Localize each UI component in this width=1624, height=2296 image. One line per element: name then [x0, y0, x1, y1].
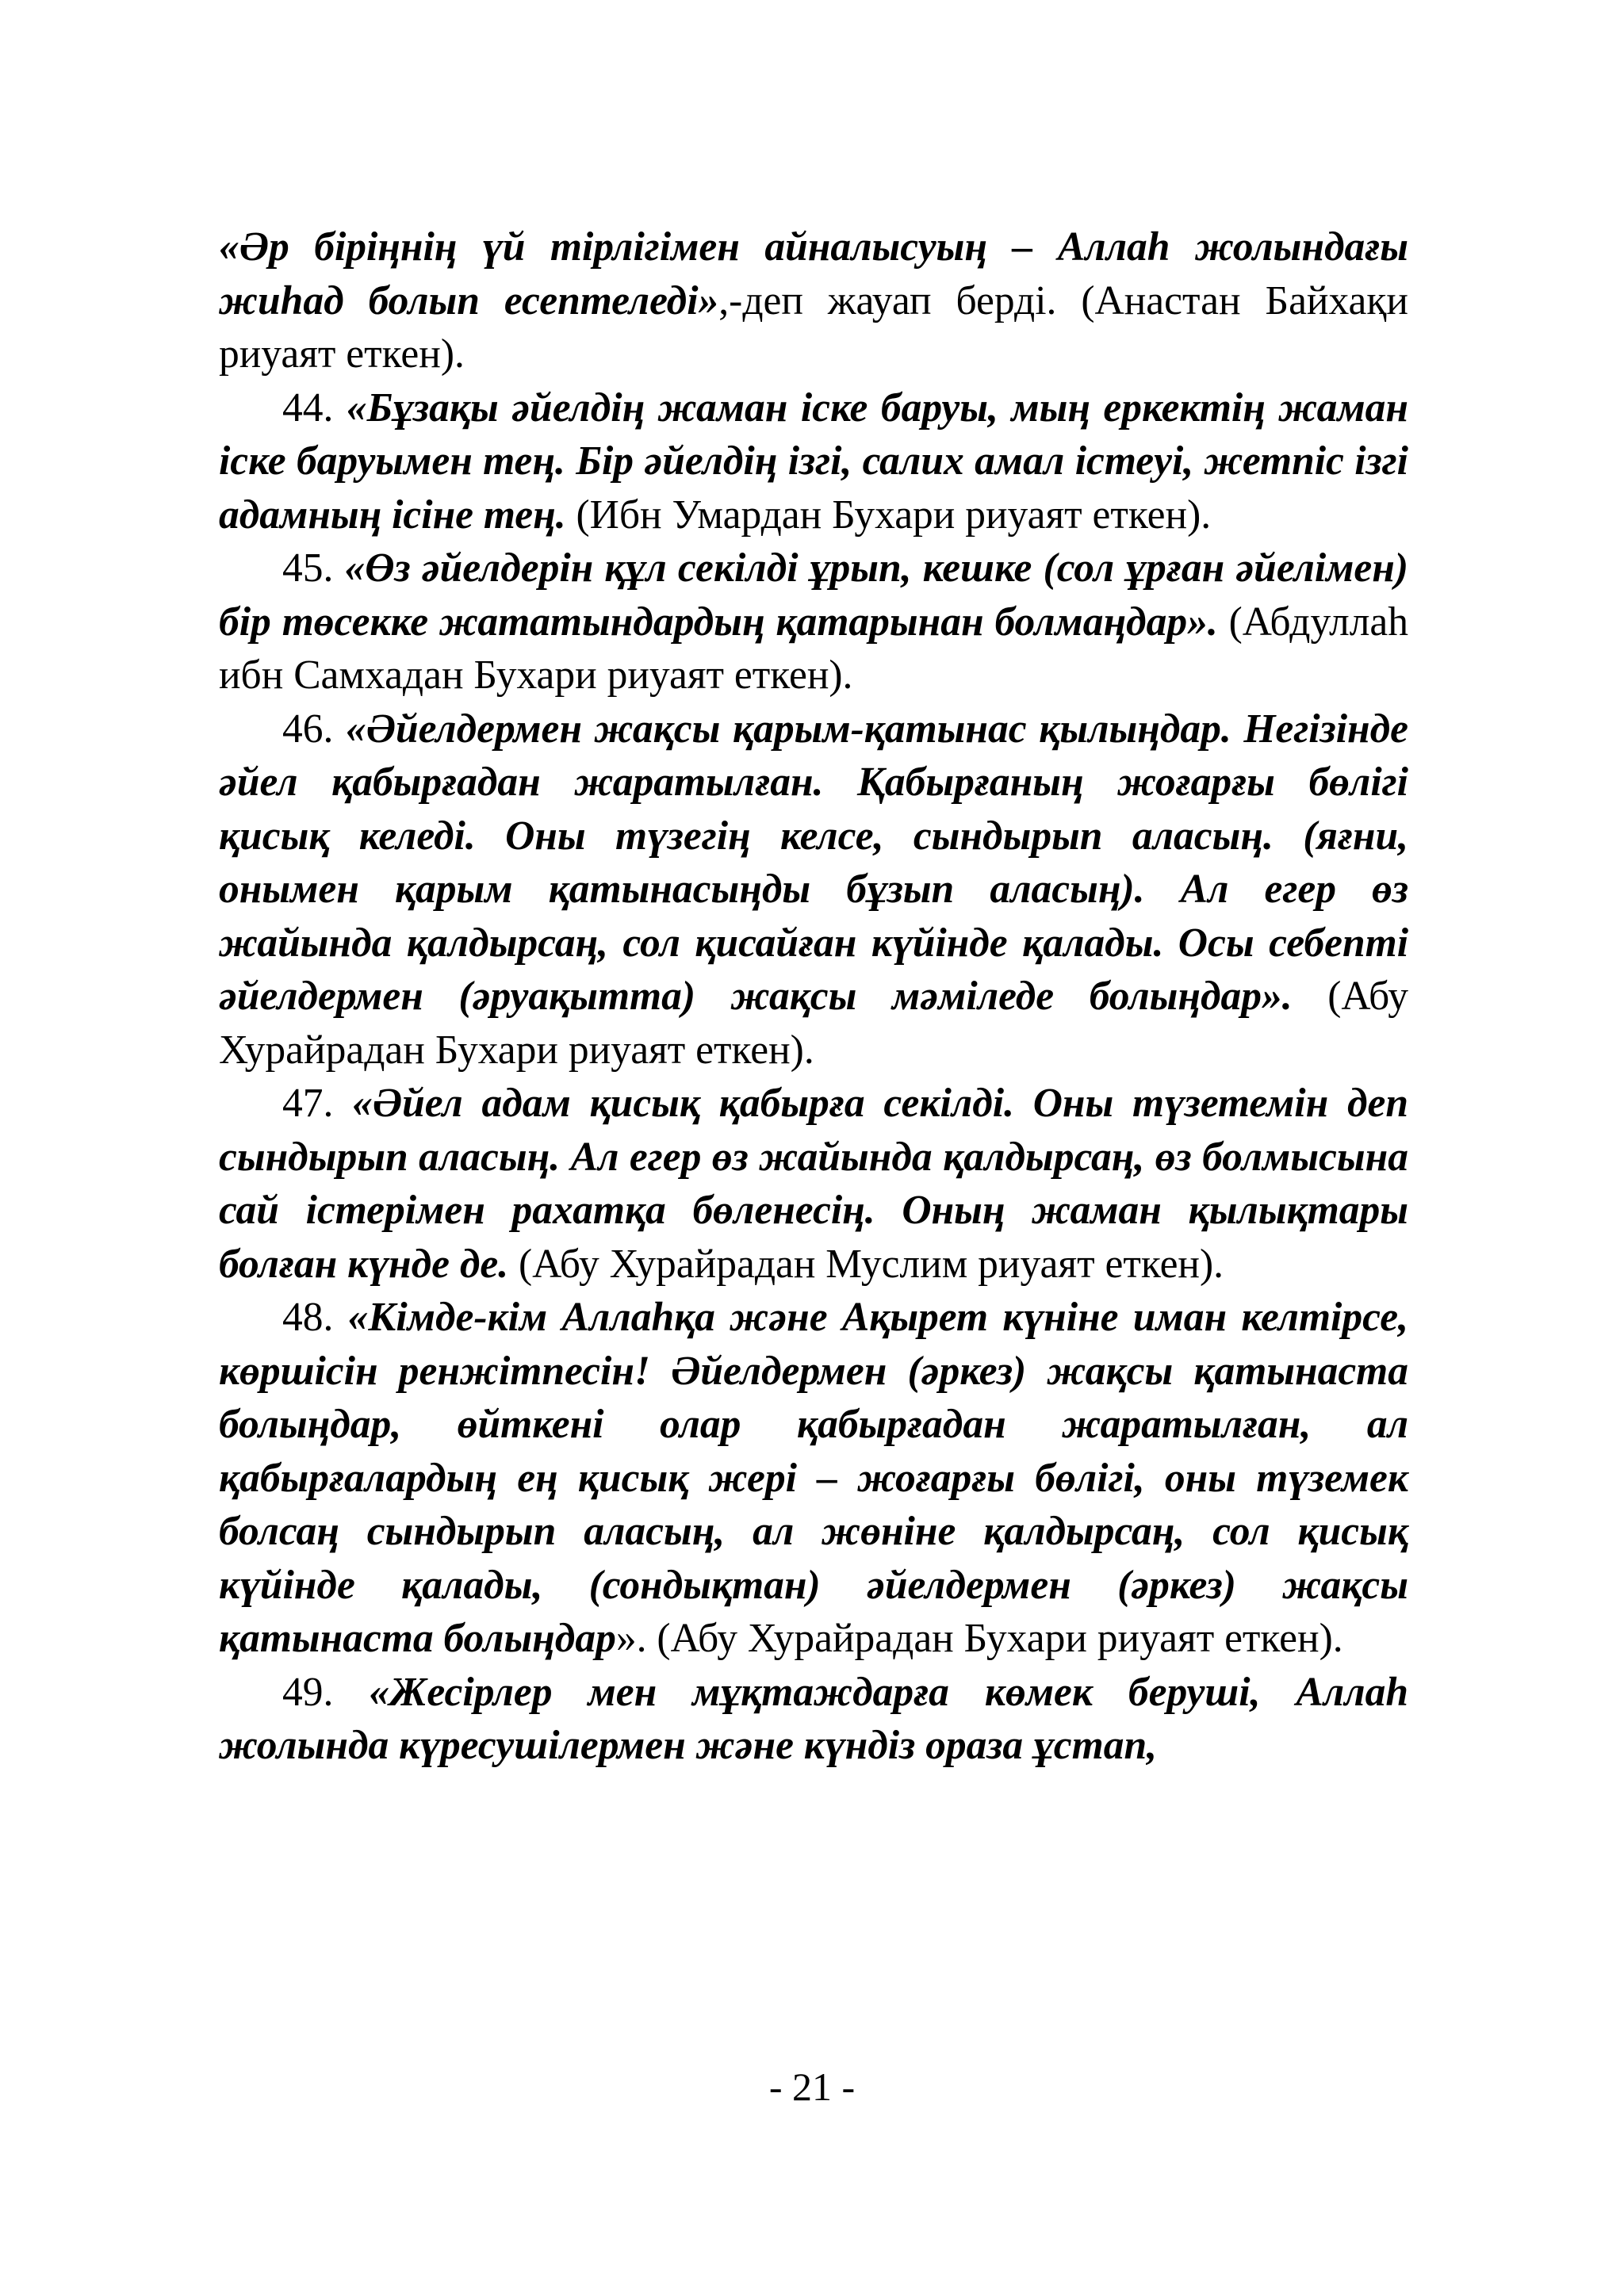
hadith-44 — [219, 381, 1408, 542]
hadith-number: 48. — [282, 1295, 334, 1340]
hadith-quote: «Жесірлер мен мұқтаждарға көмек беруші, Аллаһ жолында күресушілермен және күндіз ораза ұстап, — [219, 1669, 1409, 1768]
hadith-source: (Абу Хурайрадан Муслим риуаят еткен). — [508, 1241, 1224, 1287]
hadith-quote: «Кімде-кім Аллаһқа және Ақырет күніне иман келтірсе, көршісін ренжітпесін! Әйелдермен (әркез) жақсы қатынаста болыңдар, өйткені олар қабырғадан жаратылған, ал қабырғалардың ең қисық жері – жоғарғы бөлігі, оны түземек болсаң сындырып аласың, ал жөніне қалдырсаң, сол қисық күйінде қалады, (сондықтан) әйелдермен (әркез) жақсы қатынаста болыңдар — [219, 1295, 1408, 1661]
hadith-number: 49. — [282, 1669, 334, 1715]
hadith-quote: «Өз әйелдерін құл секілді ұрып, кешке (сол ұрған әйелімен) бір төсекке жататындардың қатарынан болмаңдар». — [219, 545, 1409, 645]
page-number: - 21 - — [768, 2064, 856, 2109]
hadith-quote: «Әйелдермен жақсы қарым-қатынас қылыңдар. Негізінде әйел қабырғадан жаратылған. Қабырғаның жоғарғы бөлігі қисық келеді. Оны түзегің келсе, сындырып аласың. (яғни, онымен қарым қатынасыңды бұзып аласың). Ал егер өз жайында қалдырсаң, сол қисайған күйінде қалады. Осы себепті әйелдермен (әруақытта) жақсы мәміледе болыңдар». — [219, 706, 1409, 1019]
hadith-number: 45. — [282, 545, 334, 591]
hadith-45 — [219, 541, 1408, 702]
hadith-47 — [219, 1077, 1408, 1291]
hadith-source: (Абдуллаһ ибн Самхадан Бухари риуаят еткен). — [219, 599, 1408, 698]
hadith-number: 46. — [282, 706, 334, 752]
hadith-number: 44. — [282, 385, 334, 430]
hadith-source: ,-деп жауап берді. (Анастан Байхақи риуаят еткен). — [219, 277, 1408, 377]
hadith-source: ». (Абу Хурайрадан Бухари риуаят еткен). — [615, 1616, 1343, 1661]
page-body-text — [219, 220, 1408, 1773]
hadith-46 — [219, 702, 1408, 1077]
paragraph-continuation — [219, 220, 1408, 381]
hadith-source: (Ибн Умардан Бухари риуаят еткен). — [565, 492, 1212, 538]
hadith-49 — [219, 1666, 1408, 1773]
hadith-quote: «Әр біріңнің үй тірлігімен айналысуың – Аллаһ жолындағы жиһад болып есептеледі» — [219, 224, 1408, 323]
hadith-source: (Абу Хурайрадан Бухари риуаят еткен). — [219, 974, 1408, 1073]
hadith-number: 47. — [282, 1081, 334, 1126]
hadith-quote: «Бұзақы әйелдің жаман іске баруы, мың еркектің жаман іске баруымен тең. Бір әйелдің ізгі, салих амал істеуі, жетпіс ізгі адамның ісіне тең. — [219, 385, 1409, 538]
hadith-quote: «Әйел адам қисық қабырға секілді. Оны түзетемін деп сындырып аласың. Ал егер өз жайында қалдырсаң, өз болмысына сай істерімен рахатқа бөленесің. Оның жаман қылықтары болған күнде де. — [219, 1081, 1408, 1287]
hadith-48 — [219, 1291, 1408, 1666]
